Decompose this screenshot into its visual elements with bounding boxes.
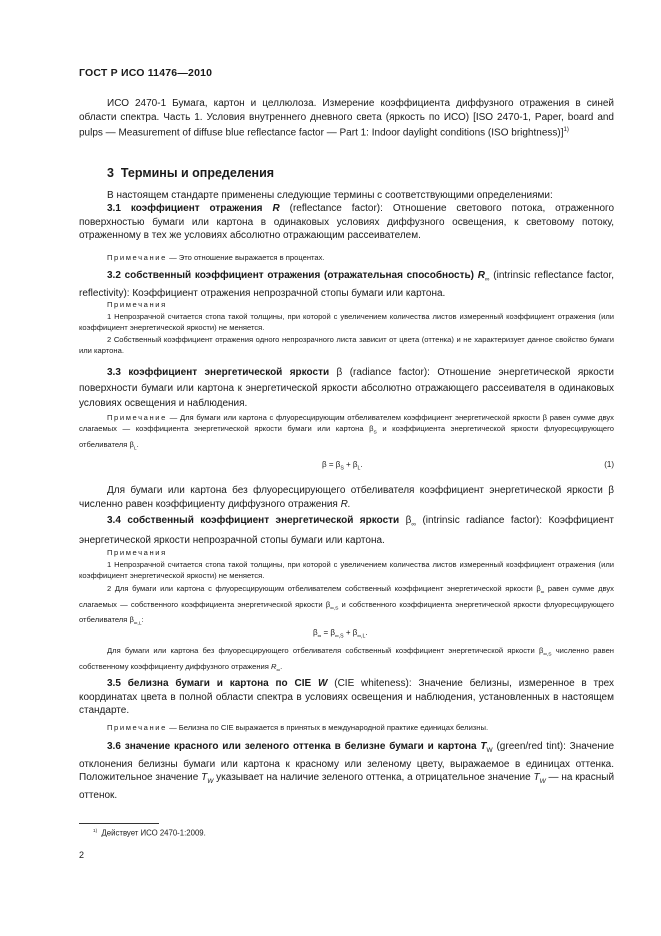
note-3-4-1: 1 Непрозрачной считается стопа такой толщины, при которой с увеличением количества листов измеренный коэффициент отражения (или коэффициент энергетической яркости) не меняется. (79, 560, 614, 580)
term-name: собственный коэффициент отражения (отражательная способность) (124, 270, 474, 281)
note-3-1 (79, 252, 614, 263)
term-definition: Значение белизны, измеренное в трех координатах цвета в полной области спектра в условиях освещения и наблюдения, установленных в настоящем стандарте. (79, 678, 615, 716)
note-text-c: и коэффициента энергетической яркости флуоресцирующего отбеливателя (79, 424, 614, 449)
term-3-4 (79, 513, 614, 548)
note-text-b: равен сумме двух слагаемых — собственного коэффициента энергетической яркости (79, 584, 614, 609)
term-definition: Коэффициент энергетической яркости непрозрачной стопы бумаги или картона. (79, 515, 614, 546)
note-text-a: 2 Для бумаги или картона с флуоресцирующим отбеливателем собственный коэффициент энергетической яркости (107, 584, 533, 593)
note-text-a: — Для бумаги или картона с флуоресцирующим отбеливателем коэффициент энергетической яркости (169, 413, 540, 422)
notes-3-2-label (79, 299, 614, 310)
note-label: Примечание (107, 723, 167, 732)
term-number: 3.6 (107, 741, 121, 752)
reference-text: ИСО 2470-1 Бумага, картон и целлюлоза. Измерение коэффициента диффузного отражения в синей области спектра. Часть 1. Условия внутреннего дневного света (яркость по ИСО) [ISO 2470-1, Paper, board and pulps — Measurement of diffuse blue reflectance factor — Part 1: Indoor daylight conditions (ISO brightness)] (79, 98, 614, 139)
term-english: (radiance factor): (349, 367, 430, 378)
section-number: 3 (107, 166, 114, 180)
notes-label: Примечания (107, 548, 167, 557)
term-symbol: W (317, 678, 328, 689)
term-number: 3.1 (107, 203, 121, 214)
term-english: (intrinsic reflectance factor, reflectivity): (79, 270, 615, 299)
section-title: Термины и определения (120, 166, 275, 180)
page-number: 2 (79, 850, 85, 860)
term-english: (reflectance factor): (289, 203, 383, 214)
note-label: Примечание (107, 253, 167, 262)
term-english: (CIE whiteness): (334, 678, 412, 689)
footnote-mark: 1) (93, 828, 98, 833)
term-name: собственный коэффициент энергетической яркости (127, 515, 400, 526)
term-symbol-sub: ∞ (411, 521, 417, 528)
term-definition-a: Значение отклонения белизны бумаги или картона к красному или зеленому цвету, выражаемое в единицах оттенка. Положительное значение (79, 741, 615, 783)
note-3-3: Примечание — Для бумаги или картона с флуоресцирующим отбеливателем коэффициент энергетической яркости β равен сумме двух слагаемых — коэффициента энергетической яркости бумаги или картона $\beta_S$ и коэффициента энергетической яркости флуоресцирующего отбеливателя $\beta_L$. (79, 413, 614, 452)
term-english: (green/red tint): (496, 741, 566, 752)
term-3-1 (79, 202, 614, 243)
note-label: Примечание (107, 413, 167, 422)
footnote (93, 828, 206, 838)
term-definition-c: — на красный оттенок. (79, 772, 615, 801)
note-3-4-2: 2 Для бумаги или картона с флуоресцирующим отбеливателем собственный коэффициент энергетической яркости $\beta_\infty$ равен сумме двух слагаемых — собственного коэффициента энергетической яркости $\beta_{\infty,S}$ и собственного коэффициента энергетической яркости флуоресцирующего отбеливателя $\beta_{\infty,L}$: (79, 584, 614, 627)
term-symbol-sub: W (486, 747, 493, 754)
note-text-b: равен сумме двух слагаемых — коэффициента энергетической яркости бумаги или картона (79, 413, 614, 433)
term-3-5 (79, 677, 614, 718)
note-text: — Это отношение выражается в процентах. (169, 253, 325, 262)
term-name: белизна бумаги и картона по CIE (127, 678, 312, 689)
term-number: 3.4 (107, 515, 121, 526)
formula-number: (1) (604, 460, 614, 469)
term-name: коэффициент энергетической яркости (128, 367, 330, 378)
term-english: (intrinsic radiance factor): (422, 515, 543, 526)
after-text-b: численно равен собственному коэффициенту диффузного отражения (79, 646, 614, 671)
term-3-6: 3.6 значение красного или зеленого оттенка в белизне бумаги и картона $T_W$ (green/red tint): Значение отклонения белизны бумаги или картона к красному или зеленому цвету, выражаемое в единицах оттенка. Положительное значение $T_W$ указывает на наличие зеленого оттенка, а отрицательное значение $T_W$ — на красный оттенок. (79, 741, 615, 801)
after-text-a: Для бумаги или картона без флуоресцирующего отбеливателя собственный коэффициент энергетической яркости (107, 646, 535, 655)
after-text-b: численно равен коэффициенту диффузного отражения (79, 499, 338, 510)
text-3-4-after: Для бумаги или картона без флуоресцирующего отбеливателя собственный коэффициент энергетической яркости $\beta_{\infty,S}$ численно равен собственному коэффициенту диффузного отражения $R_\infty$. (79, 646, 614, 674)
note-3-5 (79, 722, 614, 733)
footnote-mark: 1) (563, 127, 569, 133)
after-text-a: Для бумаги или картона без флуоресцирующего отбеливателя коэффициент энергетической яркости (107, 485, 603, 496)
term-name: коэффициент отражения (130, 203, 263, 214)
normative-reference (79, 97, 614, 140)
formula-2: $\beta_\infty = \beta_{\infty,S} + \beta_{\infty,L}$. (313, 628, 368, 640)
note-text-c: и собственного коэффициента энергетической яркости флуоресцирующего отбеливателя (79, 599, 614, 625)
text-3-3-after: Для бумаги или картона без флуоресцирующего отбеливателя коэффициент энергетической яркости β численно равен коэффициенту диффузного отражения R. (79, 485, 615, 510)
term-number: 3.3 (107, 367, 121, 378)
section-intro: В настоящем стандарте применены следующие термины с соответствующими определениями: (107, 190, 553, 201)
term-definition: Коэффициент отражения непрозрачной стопы бумаги или картона. (132, 287, 446, 299)
term-3-3 (79, 365, 614, 412)
section-heading (107, 166, 642, 180)
term-symbol: R (272, 203, 280, 214)
note-text: — Белизна по CIE выражается в принятых в международной практике единицах белизны. (169, 723, 489, 732)
term-definition: Отношение светового потока, отраженного поверхностью бумаги или картона в одинаковых условиях диффузного освещения, к световому потоку, отраженному в тех же условиях абсолютно отражающим рассеивателем. (79, 203, 615, 241)
term-symbol: β (405, 515, 412, 526)
formula-1: $\beta = \beta_S + \beta_L$. (322, 460, 363, 472)
term-definition: Отношение энергетической яркости поверхности бумаги или картона к энергетической яркости абсолютно отражающего рассеивателя в одинаковых условиях освещения и наблюдения. (79, 367, 615, 409)
notes-3-4-label (79, 547, 614, 558)
symbol-r: R. (340, 499, 351, 510)
page-header: ГОСТ Р ИСО 11476—2010 (79, 67, 213, 79)
term-3-2 (79, 269, 614, 300)
footnote-divider (79, 823, 159, 824)
term-symbol-sub: ∞ (484, 276, 490, 283)
note-3-2-1: 1 Непрозрачной считается стопа такой толщины, при которой с увеличением количества листов измеренный коэффициент отражения (или коэффициент энергетической яркости) не меняется. (79, 312, 614, 332)
footnote-text: Действует ИСО 2470-1:2009. (101, 828, 206, 838)
term-symbol: β (336, 367, 343, 378)
term-symbol: T (480, 741, 487, 752)
notes-label: Примечания (107, 300, 167, 309)
note-3-2-2: 2 Собственный коэффициент отражения одного непрозрачного листа зависит от цвета (оттенка) и не характеризует данное свойство бумаги или картона. (79, 335, 614, 355)
term-definition-b: указывает на наличие зеленого оттенка, а отрицательное значение (216, 772, 531, 783)
term-number: 3.2 (107, 270, 121, 281)
term-number: 3.5 (107, 678, 121, 689)
term-symbol: R (477, 270, 485, 281)
term-name: значение красного или зеленого оттенка в белизне бумаги и картона (124, 741, 477, 752)
